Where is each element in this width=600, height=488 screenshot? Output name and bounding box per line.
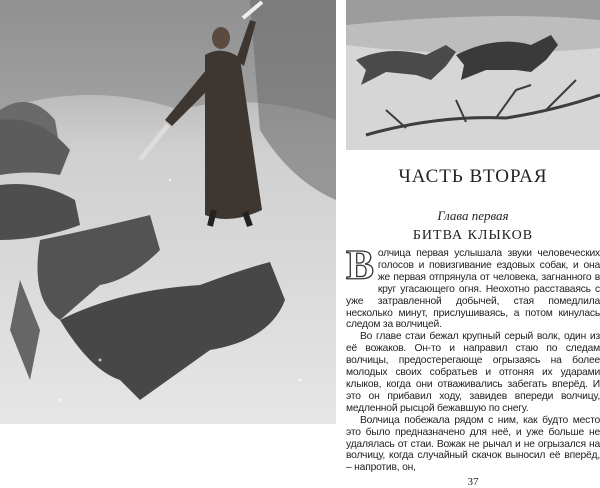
wolves-running-illustration — [346, 0, 600, 150]
page-number: 37 — [467, 476, 479, 488]
paragraph: Волчица побежала рядом с ним, как будто место это было предназначено для неё, и уже больше не удалялась от стаи. Вожак не рычал и не огрызался на волчицу, когда случайный скачок выносил её вперёд, – напротив, он, — [346, 414, 600, 474]
paragraph — [346, 243, 600, 331]
body-text — [346, 243, 600, 474]
part-title: ЧАСТЬ ВТОРАЯ — [398, 166, 548, 187]
drop-cap: В — [346, 243, 374, 289]
wolves-attack-illustration — [0, 0, 336, 424]
chapter-label: Глава первая — [437, 208, 509, 223]
paragraph: Во главе стаи бежал крупный серый волк, один из её вожаков. Он-то и направил стаю по следам волчицы, предостерегающе огрызаясь на более молодых своих собратьев и отгоняя их ударами клыков, когда они отваживались забегать вперёд. И это он прибавил ходу, завидев впереди волчицу, медленной рысцой бежавшую по снегу. — [346, 331, 600, 414]
paragraph-text: олчица первая услышала звуки человеческих голосов и повизгивание ездовых собак, и она же первая отпрянула от человека, загнанного в круг угасающего огня. Неохотно расставаясь с уже затравленной добычей, стая помедлила несколько минут, прислушиваясь, а потом кинулась следом за волчицей. — [346, 248, 600, 331]
chapter-title: БИТВА КЛЫКОВ — [412, 228, 534, 243]
